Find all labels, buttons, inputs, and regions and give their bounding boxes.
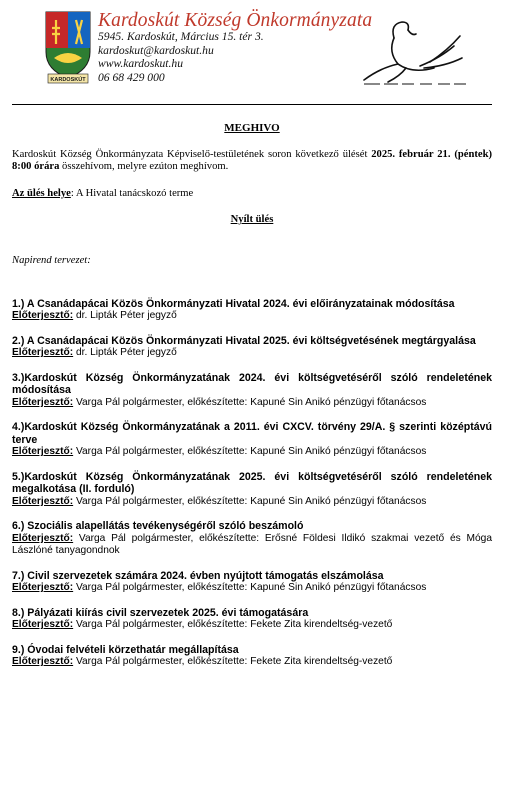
session-type: Nyílt ülés	[230, 214, 274, 226]
intro-time-suffix: órára	[31, 161, 60, 173]
agenda-item-title: 1.) A Csanádapácai Közös Önkormányzati Hivatal 2024. évi előirányzatainak módosítása	[12, 297, 455, 310]
agenda-item	[12, 421, 492, 459]
presenter-label: Előterjesztő:	[12, 446, 74, 458]
agenda-item	[12, 607, 492, 632]
agenda-item-title: 7.) Civil szervezetek számára 2024. évben nyújtott támogatás elszámolása	[12, 569, 384, 582]
presenter-name: Varga Pál polgármester, előkészítette: Kapuné Sin Anikó pénzügyi főtanácsos	[73, 495, 427, 507]
address: 5945. Kardoskút, Március 15. tér 3.	[98, 30, 264, 43]
presenter-label: Előterjesztő:	[12, 656, 74, 668]
agenda-item-presenter	[12, 397, 492, 409]
presenter-name: Varga Pál polgármester, előkészítette: Kapuné Sin Anikó pénzügyi főtanácsos	[73, 582, 427, 594]
meeting-location	[12, 188, 492, 201]
agenda-item-presenter	[12, 496, 492, 508]
location-value: : A Hivatal tanácskozó terme	[70, 187, 194, 199]
agenda-heading: Napirend tervezet:	[12, 254, 91, 266]
agenda-item	[12, 372, 492, 410]
agenda-item	[12, 570, 492, 595]
intro-paragraph	[12, 149, 492, 174]
agenda-item	[12, 298, 492, 323]
agenda-item	[12, 471, 492, 509]
agenda-item	[12, 644, 492, 669]
presenter-label: Előterjesztő:	[12, 396, 74, 408]
document-title: MEGHIVO	[224, 122, 280, 134]
crest-label: KARDOSKÚT	[50, 77, 86, 83]
stork-icon	[350, 16, 470, 86]
website-link[interactable]: www.kardoskut.hu	[98, 57, 184, 71]
meeting-date: 2025. február 21. (péntek) 8:00	[12, 148, 492, 173]
contact-block	[98, 30, 264, 84]
agenda-item-title: 3.)Kardoskút Község Önkormányzatának 2024. évi költségvetéséről szóló rendeletének módosítása	[12, 371, 492, 397]
presenter-label: Előterjesztő:	[12, 310, 74, 322]
agenda-item-presenter	[12, 347, 492, 359]
agenda-item-presenter	[12, 656, 492, 668]
email-link[interactable]: kardoskut@kardoskut.hu	[98, 43, 214, 57]
presenter-name: Varga Pál polgármester, előkészítette: Fekete Zita kirendeltség-vezető	[73, 619, 393, 631]
agenda-item-title: 5.)Kardoskút Község Önkormányzatának 2025. évi költségvetéséről szóló rendeletének megalkotása (II. forduló)	[12, 470, 492, 496]
presenter-label: Előterjesztő:	[12, 347, 74, 359]
header-divider	[12, 104, 492, 105]
agenda-item-presenter	[12, 619, 492, 631]
presenter-name: Varga Pál polgármester, előkészítette: Kapuné Sin Anikó pénzügyi főtanácsos	[73, 446, 427, 458]
presenter-name: dr. Lipták Péter jegyző	[73, 310, 177, 322]
agenda-item-title: 8.) Pályázati kiírás civil szervezetek 2025. évi támogatására	[12, 606, 309, 619]
agenda-item-presenter	[12, 310, 492, 322]
intro-text-end: összehívom, melyre ezúton meghívom.	[59, 161, 229, 173]
intro-text: Kardoskút Község Önkormányzata Képviselő-testületének soron következő ülését	[12, 148, 372, 160]
presenter-label: Előterjesztő:	[12, 582, 74, 594]
presenter-name: dr. Lipták Péter jegyző	[73, 347, 177, 359]
presenter-label: Előterjesztő:	[12, 495, 74, 507]
agenda-item-presenter	[12, 533, 492, 558]
presenter-label: Előterjesztő:	[12, 619, 74, 631]
agenda-item-presenter	[12, 446, 492, 458]
presenter-label: Előterjesztő:	[12, 532, 74, 544]
location-label: Az ülés helye	[12, 187, 71, 199]
agenda-item-title: 6.) Szociális alapellátás tevékenységéről szóló beszámoló	[12, 520, 304, 533]
document-body	[12, 118, 492, 681]
agenda-item	[12, 335, 492, 360]
agenda-item-title: 2.) A Csanádapácai Közös Önkormányzati Hivatal 2025. évi költségvetésének megtárgyalása	[12, 334, 476, 347]
agenda-list	[12, 298, 492, 669]
agenda-item-title: 4.)Kardoskút Község Önkormányzatának a 2011. évi CXCV. törvény 29/A. § szerinti középtávú terve	[12, 421, 492, 446]
phone: 06 68 429 000	[98, 70, 165, 84]
agenda-item	[12, 520, 492, 557]
agenda-item-title: 9.) Óvodai felvételi körzethatár megállapítása	[12, 643, 239, 656]
coat-of-arms-icon	[42, 8, 94, 86]
agenda-item-presenter	[12, 582, 492, 594]
presenter-name: Varga Pál polgármester, előkészítette: Kapuné Sin Anikó pénzügyi főtanácsos	[73, 396, 427, 408]
presenter-name: Varga Pál polgármester, előkészítette: Fekete Zita kirendeltség-vezető	[73, 656, 393, 668]
presenter-name: Varga Pál polgármester, előkészítette: Erősné Földesi Ildikó szakmai vezető és Móga Lászlóné tanyagondnok	[12, 532, 492, 557]
org-name: Kardoskút Község Önkormányzata	[98, 10, 373, 31]
